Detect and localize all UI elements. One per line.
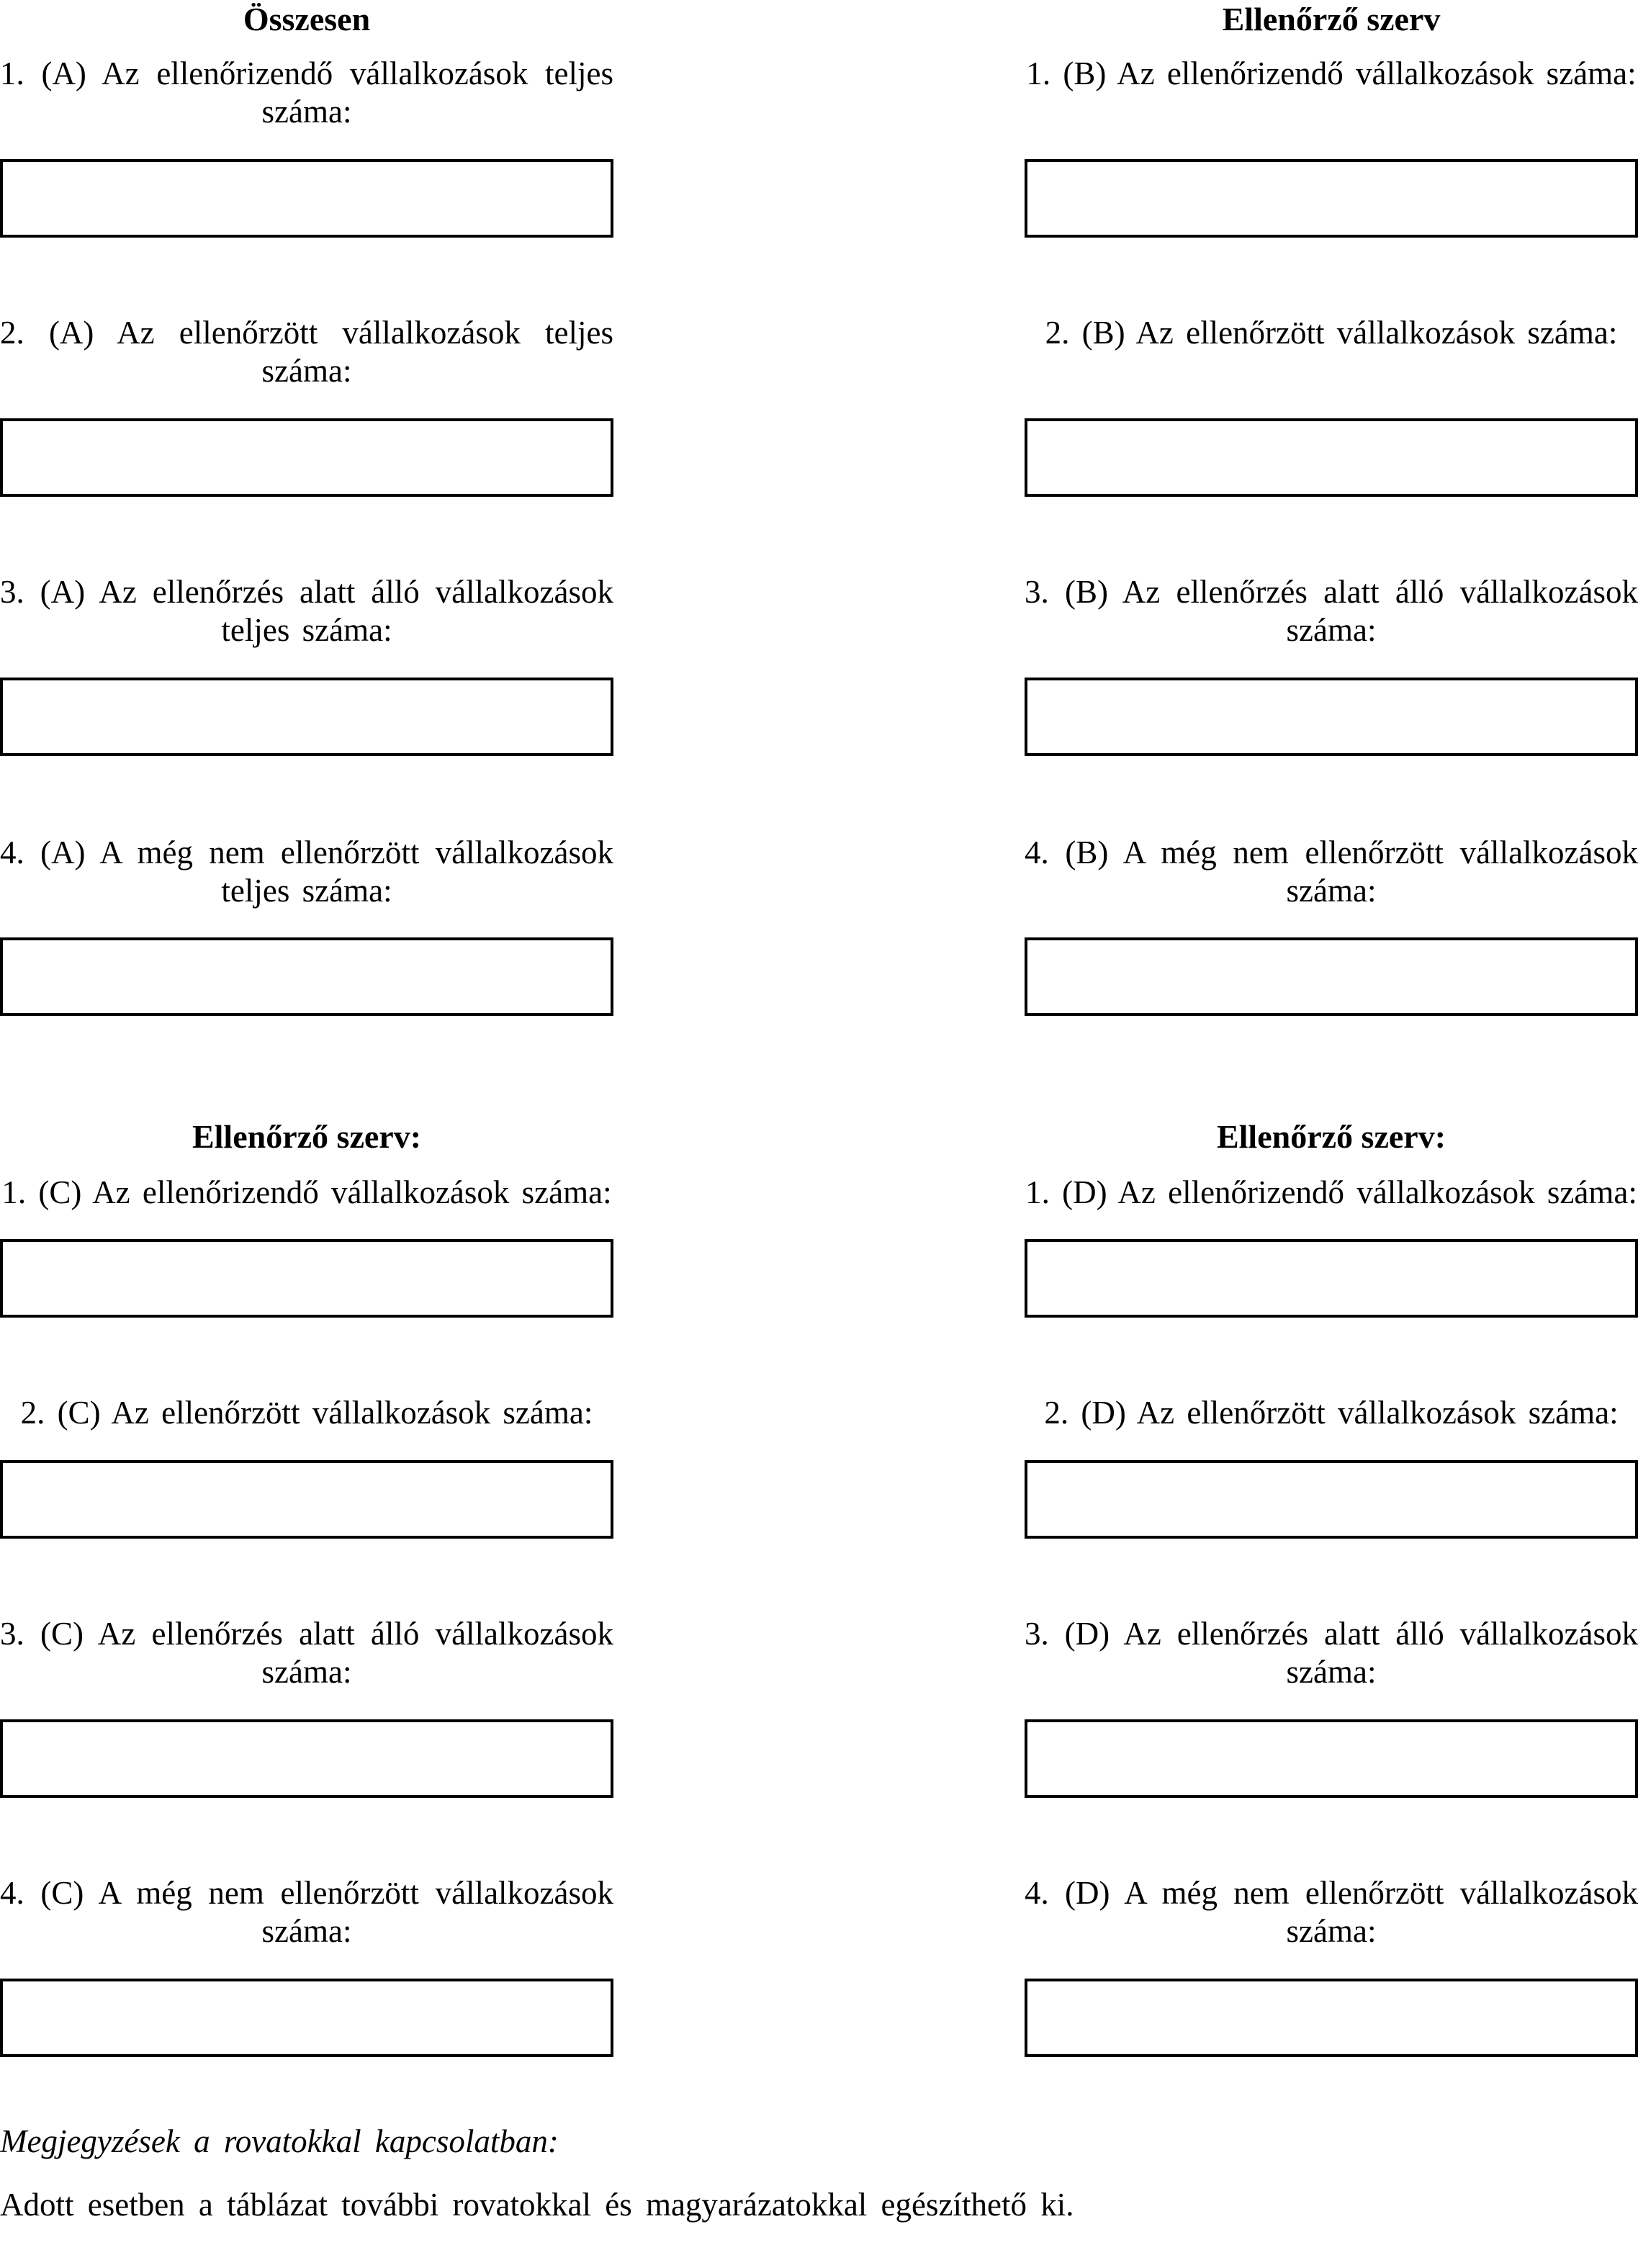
- field-label-3-c: 3. (C) Az ellenőrzés alatt álló vállalkozások száma:: [0, 1616, 613, 1690]
- section-heading-c: Ellenőrző szerv:: [192, 1118, 422, 1155]
- field-input-4-b[interactable]: [1025, 937, 1638, 1016]
- field-label-2-d: 2. (D) Az ellenőrzött vállalkozások száma:: [1044, 1395, 1619, 1431]
- field-label-3-d: 3. (D) Az ellenőrzés alatt álló vállalkozások száma:: [1025, 1616, 1638, 1690]
- field-input-3-a[interactable]: [0, 678, 613, 756]
- field-label-1-c: 1. (C) Az ellenőrizendő vállalkozások száma:: [1, 1174, 612, 1210]
- field-input-1-b[interactable]: [1025, 159, 1638, 238]
- section-heading-a: Összesen: [243, 1, 371, 37]
- field-label-2-b: 2. (B) Az ellenőrzött vállalkozások száma:: [1045, 315, 1618, 351]
- field-input-4-c[interactable]: [0, 1979, 613, 2057]
- field-input-2-d[interactable]: [1025, 1460, 1638, 1539]
- field-input-2-a[interactable]: [0, 418, 613, 497]
- field-input-2-c[interactable]: [0, 1460, 613, 1539]
- field-label-2-c: 2. (C) Az ellenőrzött vállalkozások száma:: [20, 1395, 593, 1431]
- field-input-4-a[interactable]: [0, 937, 613, 1016]
- field-label-4-c: 4. (C) A még nem ellenőrzött vállalkozások száma:: [0, 1875, 613, 1949]
- field-label-3-b: 3. (B) Az ellenőrzés alatt álló vállalkozások száma:: [1025, 574, 1638, 648]
- field-input-2-b[interactable]: [1025, 418, 1638, 497]
- field-label-1-b: 1. (B) Az ellenőrizendő vállalkozások száma:: [1026, 55, 1637, 91]
- field-label-3-a: 3. (A) Az ellenőrzés alatt álló vállalkozások teljes száma:: [0, 574, 613, 648]
- field-input-3-c[interactable]: [0, 1719, 613, 1798]
- section-heading-b: Ellenőrző szerv: [1222, 1, 1441, 37]
- field-input-3-d[interactable]: [1025, 1719, 1638, 1798]
- field-label-1-d: 1. (D) Az ellenőrizendő vállalkozások száma:: [1025, 1174, 1637, 1210]
- field-label-2-a: 2. (A) Az ellenőrzött vállalkozások teljes száma:: [0, 315, 613, 389]
- field-input-1-d[interactable]: [1025, 1239, 1638, 1318]
- field-input-1-c[interactable]: [0, 1239, 613, 1318]
- notes-text: Adott esetben a táblázat további rovatokkal és magyarázatokkal egészíthető ki.: [0, 2187, 1074, 2223]
- section-heading-d: Ellenőrző szerv:: [1216, 1118, 1446, 1155]
- notes-title: Megjegyzések a rovatokkal kapcsolatban:: [0, 2123, 559, 2159]
- field-label-4-a: 4. (A) A még nem ellenőrzött vállalkozások teljes száma:: [0, 834, 613, 909]
- field-input-1-a[interactable]: [0, 159, 613, 238]
- field-label-4-b: 4. (B) A még nem ellenőrzött vállalkozások száma:: [1025, 834, 1638, 909]
- field-input-3-b[interactable]: [1025, 678, 1638, 756]
- field-label-4-d: 4. (D) A még nem ellenőrzött vállalkozások száma:: [1025, 1875, 1638, 1949]
- field-input-4-d[interactable]: [1025, 1979, 1638, 2057]
- field-label-1-a: 1. (A) Az ellenőrizendő vállalkozások teljes száma:: [0, 55, 613, 130]
